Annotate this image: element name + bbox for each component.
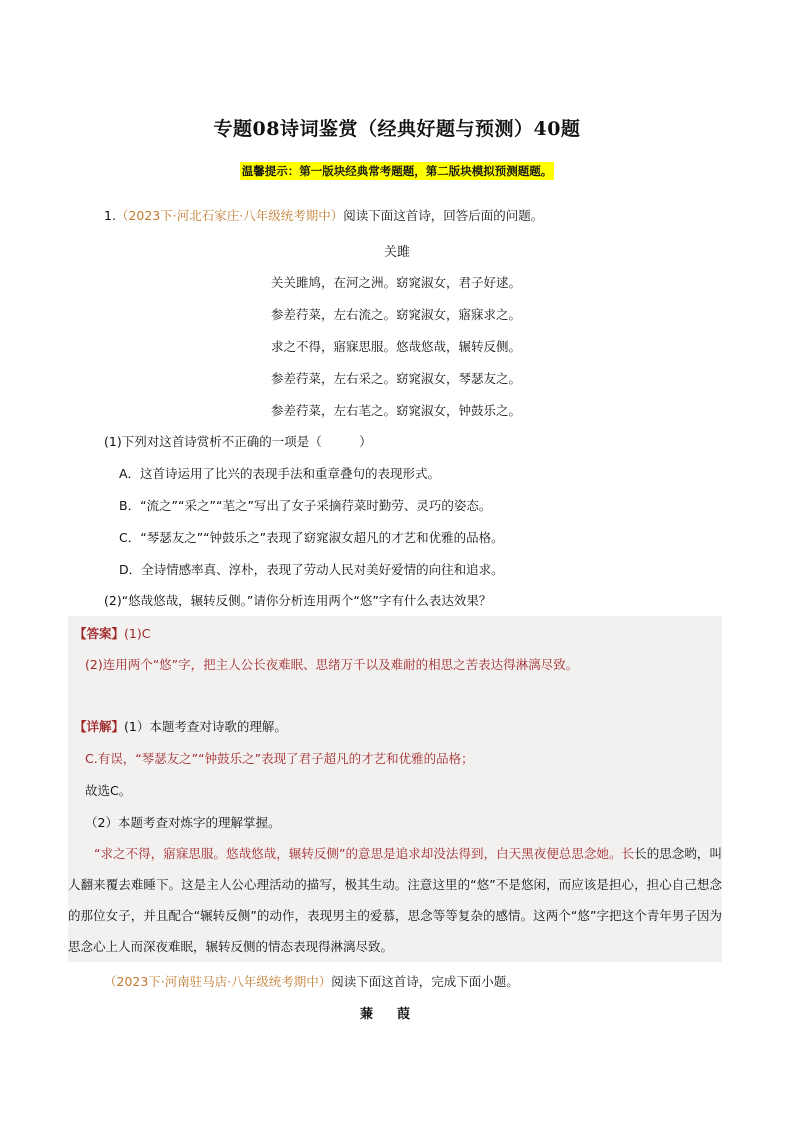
- question-1-stem: [104, 206, 543, 224]
- poem-2-title-wrap: [0, 1003, 794, 1022]
- option-c: C．“琴瑟友之”“钟鼓乐之”表现了窈窕淑女超凡的才艺和优雅的品格。: [119, 530, 504, 545]
- tip-banner: [0, 160, 794, 180]
- page-title: 专题08诗词鉴赏（经典好题与预测）40题: [213, 118, 581, 140]
- question-number: 1.: [104, 208, 116, 223]
- answer-1: (1)C: [124, 626, 151, 641]
- detail-2: （2）本题考查对炼字的理解掌握。: [85, 815, 281, 830]
- detail-paragraph: [68, 838, 722, 962]
- poem-line: 求之不得，寤寐思服。悠哉悠哉，辗转反侧。: [271, 339, 522, 354]
- sub-question-2: (2)“悠哉悠哉，辗转反侧。”请你分析连用两个“悠”字有什么表达效果？: [104, 593, 492, 608]
- question-2-prompt: 阅读下面这首诗，完成下面小题。: [331, 974, 519, 989]
- question-2-stem: [104, 972, 519, 990]
- poem-title: 关雎: [383, 245, 410, 260]
- option-b: B．“流之”“采之”“芼之”写出了女子采摘荇菜时勤劳、灵巧的姿态。: [119, 498, 492, 513]
- question-prompt: 阅读下面这首诗，回答后面的问题。: [343, 208, 544, 223]
- option-d: D．全诗情感率真、淳朴，表现了劳动人民对美好爱情的向往和追求。: [119, 562, 504, 577]
- option-a: A．这首诗运用了比兴的表现手法和重章叠句的表现形式。: [119, 466, 441, 481]
- poem-2-title: 蒹葭: [359, 1007, 434, 1022]
- tip-text: 温馨提示：第一版块经典常考题题，第二版块模拟预测题题。: [241, 164, 553, 178]
- sub-question-1: (1)下列对这首诗赏析不正确的一项是（ ）: [104, 434, 372, 449]
- detail-paragraph-lead: “求之不得，寤寐思服。悠哉悠哉，辗转反侧”的意思是追求却没法得到，白天黑夜便总思念她。长: [94, 846, 635, 861]
- poem-line: 参差荇菜，左右采之。窈窕淑女，琴瑟友之。: [271, 371, 522, 386]
- answer-2: (2)连用两个“悠”字，把主人公长夜难眠、思绪万千以及难耐的相思之苦表达得淋漓尽致。: [85, 657, 579, 672]
- answer-label: 【答案】: [74, 626, 125, 641]
- question-source: （2023下·河北石家庄·八年级统考期中）: [115, 208, 344, 223]
- detail-choose: 故选C。: [85, 783, 132, 798]
- detail-option-c: C.有误，“琴瑟友之”“钟鼓乐之”表现了君子超凡的才艺和优雅的品格；: [85, 751, 474, 766]
- detail-line: [74, 717, 287, 735]
- detail-label: 【详解】: [74, 719, 125, 734]
- detail-paragraph-body: 长的思念哟，叫人翻来覆去难睡下。这是主人公心理活动的描写，极其生动。注意这里的“悠”不是悠闲，而应该是担心，担心自己想念的那位女子，并且配合“辗转反侧”的动作，表现男主的爱慕，思念等等复杂的感情。这两个“悠”字把这个青年男子因为思念心上人而深夜难眠，辗转反侧的情态表现得淋漓尽致。: [68, 846, 722, 954]
- poem-line: 参差荇菜，左右芼之。窈窕淑女，钟鼓乐之。: [271, 403, 522, 418]
- poem-line: 参差荇菜，左右流之。窈窕淑女，寤寐求之。: [271, 307, 522, 322]
- detail-1: (1）本题考查对诗歌的理解。: [124, 719, 287, 734]
- question-2-source: （2023下·河南驻马店·八年级统考期中）: [104, 974, 332, 989]
- answer-line: [74, 624, 150, 642]
- poem-line: 关关雎鸠，在河之洲。窈窕淑女，君子好逑。: [271, 275, 522, 290]
